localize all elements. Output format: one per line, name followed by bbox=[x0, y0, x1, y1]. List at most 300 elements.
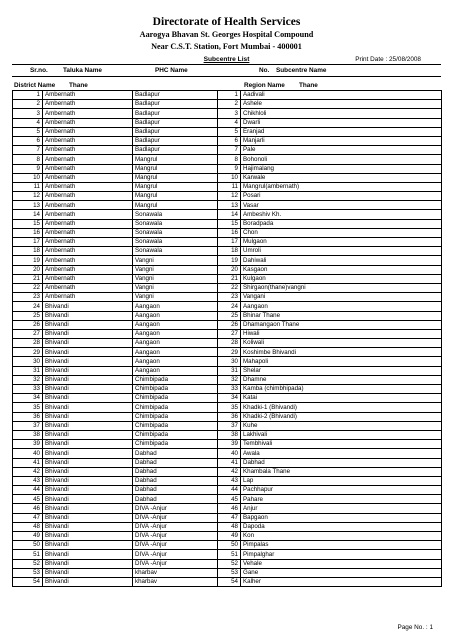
cell-no: 46 bbox=[218, 504, 241, 513]
table-row bbox=[13, 559, 442, 568]
col-head-phc: PHC Name bbox=[155, 67, 188, 74]
cell-no: 7 bbox=[218, 146, 241, 155]
cell-phc: Badlapur bbox=[133, 136, 218, 145]
address-line-1: Aarogya Bhavan St. Georges Hospital Compound bbox=[139, 30, 314, 39]
cell-taluka: Ambernath bbox=[43, 238, 133, 247]
cell-srno: 30 bbox=[13, 357, 43, 366]
table-row bbox=[13, 311, 442, 320]
cell-phc: Chimbipada bbox=[133, 412, 218, 421]
table-row bbox=[13, 495, 442, 504]
cell-taluka: Bhivandi bbox=[43, 568, 133, 577]
cell-subcentre: Khadki-1 (Bhivandi) bbox=[241, 403, 442, 412]
cell-phc: DIVA -Anjur bbox=[133, 504, 218, 513]
cell-subcentre: Dapoda bbox=[241, 522, 442, 531]
table-row bbox=[13, 210, 442, 219]
cell-subcentre: Manjarli bbox=[241, 136, 442, 145]
cell-srno: 45 bbox=[13, 495, 43, 504]
cell-phc: Mangrul bbox=[133, 173, 218, 182]
cell-subcentre: Bapgaon bbox=[241, 513, 442, 522]
cell-taluka: Bhivandi bbox=[43, 495, 133, 504]
cell-taluka: Ambernath bbox=[43, 136, 133, 145]
cell-taluka: Ambernath bbox=[43, 201, 133, 210]
cell-no: 18 bbox=[218, 247, 241, 256]
cell-no: 27 bbox=[218, 329, 241, 338]
cell-no: 47 bbox=[218, 513, 241, 522]
cell-srno: 43 bbox=[13, 476, 43, 485]
cell-taluka: Ambernath bbox=[43, 192, 133, 201]
cell-no: 11 bbox=[218, 182, 241, 191]
cell-phc: Aangaon bbox=[133, 366, 218, 375]
table-row bbox=[13, 164, 442, 173]
subcentre-table-body bbox=[13, 91, 442, 587]
cell-srno: 33 bbox=[13, 385, 43, 394]
table-row bbox=[13, 339, 442, 348]
cell-subcentre: Dabhad bbox=[241, 458, 442, 467]
cell-phc: Vangni bbox=[133, 265, 218, 274]
cell-taluka: Bhivandi bbox=[43, 504, 133, 513]
cell-phc: Aangaon bbox=[133, 357, 218, 366]
cell-taluka: Bhivandi bbox=[43, 449, 133, 458]
table-row bbox=[13, 136, 442, 145]
cell-subcentre: Lakhivali bbox=[241, 430, 442, 439]
cell-srno: 35 bbox=[13, 403, 43, 412]
cell-taluka: Ambernath bbox=[43, 283, 133, 292]
district-label: District Name bbox=[14, 82, 56, 89]
cell-phc: DIVA -Anjur bbox=[133, 513, 218, 522]
table-row bbox=[13, 100, 442, 109]
table-row bbox=[13, 375, 442, 384]
cell-taluka: Bhivandi bbox=[43, 329, 133, 338]
table-row bbox=[13, 283, 442, 292]
cell-srno: 36 bbox=[13, 412, 43, 421]
cell-phc: Dabhad bbox=[133, 495, 218, 504]
cell-no: 13 bbox=[218, 201, 241, 210]
table-row bbox=[13, 366, 442, 375]
cell-phc: DIVA -Anjur bbox=[133, 532, 218, 541]
cell-no: 16 bbox=[218, 228, 241, 237]
table-row bbox=[13, 265, 442, 274]
print-date-label: Print Date : bbox=[355, 56, 388, 63]
cell-srno: 6 bbox=[13, 136, 43, 145]
cell-no: 52 bbox=[218, 559, 241, 568]
cell-no: 43 bbox=[218, 476, 241, 485]
table-row bbox=[13, 467, 442, 476]
cell-taluka: Bhivandi bbox=[43, 559, 133, 568]
cell-srno: 32 bbox=[13, 375, 43, 384]
cell-subcentre: Ashele bbox=[241, 100, 442, 109]
cell-phc: Sonawala bbox=[133, 210, 218, 219]
cell-srno: 13 bbox=[13, 201, 43, 210]
cell-phc: Badlapur bbox=[133, 146, 218, 155]
cell-subcentre: Aangaon bbox=[241, 302, 442, 311]
cell-srno: 44 bbox=[13, 486, 43, 495]
table-row bbox=[13, 440, 442, 449]
print-date bbox=[355, 56, 421, 63]
cell-subcentre: Hiwali bbox=[241, 329, 442, 338]
cell-taluka: Bhivandi bbox=[43, 476, 133, 485]
cell-srno: 2 bbox=[13, 100, 43, 109]
cell-no: 45 bbox=[218, 495, 241, 504]
table-row bbox=[13, 522, 442, 531]
header-rule-bottom bbox=[12, 76, 441, 77]
table-row bbox=[13, 256, 442, 265]
cell-subcentre: Vangani bbox=[241, 293, 442, 302]
cell-no: 17 bbox=[218, 238, 241, 247]
cell-taluka: Ambernath bbox=[43, 127, 133, 136]
cell-no: 53 bbox=[218, 568, 241, 577]
cell-no: 28 bbox=[218, 339, 241, 348]
table-row bbox=[13, 238, 442, 247]
cell-taluka: Bhivandi bbox=[43, 440, 133, 449]
cell-taluka: Ambernath bbox=[43, 247, 133, 256]
table-row bbox=[13, 127, 442, 136]
cell-phc: Chimbipada bbox=[133, 385, 218, 394]
cell-subcentre: Ambeshiv Kh. bbox=[241, 210, 442, 219]
cell-phc: kharbav bbox=[133, 577, 218, 586]
cell-phc: Chimbipada bbox=[133, 421, 218, 430]
cell-no: 20 bbox=[218, 265, 241, 274]
cell-srno: 5 bbox=[13, 127, 43, 136]
table-row bbox=[13, 577, 442, 586]
cell-taluka: Ambernath bbox=[43, 91, 133, 100]
cell-srno: 21 bbox=[13, 274, 43, 283]
table-row bbox=[13, 182, 442, 191]
cell-subcentre: Karwale bbox=[241, 173, 442, 182]
cell-no: 24 bbox=[218, 302, 241, 311]
table-row bbox=[13, 247, 442, 256]
cell-subcentre: Pimpalas bbox=[241, 541, 442, 550]
cell-phc: Chimbipada bbox=[133, 394, 218, 403]
cell-taluka: Bhivandi bbox=[43, 357, 133, 366]
cell-srno: 4 bbox=[13, 118, 43, 127]
cell-srno: 8 bbox=[13, 155, 43, 164]
cell-subcentre: Vasar bbox=[241, 201, 442, 210]
cell-phc: Sonawala bbox=[133, 228, 218, 237]
table-row bbox=[13, 412, 442, 421]
cell-taluka: Bhivandi bbox=[43, 320, 133, 329]
cell-phc: Vangni bbox=[133, 293, 218, 302]
cell-taluka: Bhivandi bbox=[43, 403, 133, 412]
cell-taluka: Bhivandi bbox=[43, 467, 133, 476]
cell-srno: 48 bbox=[13, 522, 43, 531]
cell-subcentre: Katai bbox=[241, 394, 442, 403]
subcentre-table bbox=[12, 90, 442, 587]
table-row bbox=[13, 449, 442, 458]
cell-no: 34 bbox=[218, 394, 241, 403]
cell-no: 22 bbox=[218, 283, 241, 292]
table-row bbox=[13, 385, 442, 394]
cell-taluka: Bhivandi bbox=[43, 541, 133, 550]
table-row bbox=[13, 118, 442, 127]
cell-phc: Dabhad bbox=[133, 449, 218, 458]
cell-subcentre: Dahiwali bbox=[241, 256, 442, 265]
cell-srno: 28 bbox=[13, 339, 43, 348]
cell-srno: 41 bbox=[13, 458, 43, 467]
cell-phc: Mangrul bbox=[133, 182, 218, 191]
cell-srno: 29 bbox=[13, 348, 43, 357]
table-row bbox=[13, 550, 442, 559]
table-row bbox=[13, 458, 442, 467]
cell-subcentre: Awala bbox=[241, 449, 442, 458]
cell-no: 42 bbox=[218, 467, 241, 476]
cell-phc: Dabhad bbox=[133, 486, 218, 495]
cell-srno: 24 bbox=[13, 302, 43, 311]
organization-title: Directorate of Health Services bbox=[152, 16, 301, 28]
table-row bbox=[13, 293, 442, 302]
cell-subcentre: Kulgaon bbox=[241, 274, 442, 283]
cell-no: 2 bbox=[218, 100, 241, 109]
page-number bbox=[397, 624, 433, 631]
cell-subcentre: Kasgaon bbox=[241, 265, 442, 274]
cell-no: 39 bbox=[218, 440, 241, 449]
cell-no: 3 bbox=[218, 109, 241, 118]
cell-srno: 38 bbox=[13, 430, 43, 439]
cell-taluka: Bhivandi bbox=[43, 302, 133, 311]
table-row bbox=[13, 504, 442, 513]
cell-taluka: Ambernath bbox=[43, 146, 133, 155]
cell-taluka: Bhivandi bbox=[43, 430, 133, 439]
cell-taluka: Ambernath bbox=[43, 118, 133, 127]
cell-subcentre: Bohonoli bbox=[241, 155, 442, 164]
cell-srno: 10 bbox=[13, 173, 43, 182]
cell-taluka: Bhivandi bbox=[43, 339, 133, 348]
cell-subcentre: Shirgaon(thane)vangni bbox=[241, 283, 442, 292]
region-value: Thane bbox=[299, 82, 318, 89]
cell-no: 37 bbox=[218, 421, 241, 430]
cell-subcentre: Mangrul(ambernath) bbox=[241, 182, 442, 191]
cell-srno: 37 bbox=[13, 421, 43, 430]
cell-srno: 1 bbox=[13, 91, 43, 100]
cell-taluka: Bhivandi bbox=[43, 421, 133, 430]
cell-subcentre: Koshimbe Bhivandi bbox=[241, 348, 442, 357]
cell-no: 33 bbox=[218, 385, 241, 394]
cell-no: 8 bbox=[218, 155, 241, 164]
cell-phc: Chimbipada bbox=[133, 430, 218, 439]
cell-no: 29 bbox=[218, 348, 241, 357]
cell-srno: 27 bbox=[13, 329, 43, 338]
table-row bbox=[13, 146, 442, 155]
cell-phc: Aangaon bbox=[133, 348, 218, 357]
cell-srno: 46 bbox=[13, 504, 43, 513]
table-row bbox=[13, 155, 442, 164]
cell-phc: DIVA -Anjur bbox=[133, 522, 218, 531]
cell-srno: 15 bbox=[13, 219, 43, 228]
table-row bbox=[13, 274, 442, 283]
cell-no: 21 bbox=[218, 274, 241, 283]
table-row bbox=[13, 219, 442, 228]
cell-phc: Badlapur bbox=[133, 91, 218, 100]
table-row bbox=[13, 541, 442, 550]
cell-subcentre: Lap bbox=[241, 476, 442, 485]
cell-taluka: Bhivandi bbox=[43, 458, 133, 467]
cell-phc: Aangaon bbox=[133, 329, 218, 338]
cell-no: 14 bbox=[218, 210, 241, 219]
page-value: 1 bbox=[429, 624, 433, 631]
cell-subcentre: Gane bbox=[241, 568, 442, 577]
cell-taluka: Bhivandi bbox=[43, 513, 133, 522]
cell-taluka: Bhivandi bbox=[43, 577, 133, 586]
cell-subcentre: Koliwali bbox=[241, 339, 442, 348]
cell-phc: Mangrul bbox=[133, 192, 218, 201]
col-head-taluka: Taluka Name bbox=[63, 67, 102, 74]
cell-subcentre: Eranjad bbox=[241, 127, 442, 136]
cell-subcentre: Pahare bbox=[241, 495, 442, 504]
cell-phc: Sonawala bbox=[133, 238, 218, 247]
cell-no: 49 bbox=[218, 532, 241, 541]
table-row bbox=[13, 302, 442, 311]
cell-srno: 54 bbox=[13, 577, 43, 586]
cell-phc: Aangaon bbox=[133, 320, 218, 329]
cell-srno: 42 bbox=[13, 467, 43, 476]
cell-taluka: Bhivandi bbox=[43, 366, 133, 375]
cell-subcentre: Mulgaon bbox=[241, 238, 442, 247]
table-row bbox=[13, 91, 442, 100]
cell-subcentre: Aadivali bbox=[241, 91, 442, 100]
cell-subcentre: Kamba (chimbhipada) bbox=[241, 385, 442, 394]
cell-taluka: Bhivandi bbox=[43, 348, 133, 357]
cell-no: 32 bbox=[218, 375, 241, 384]
cell-no: 10 bbox=[218, 173, 241, 182]
header-rule-top bbox=[12, 64, 441, 65]
cell-no: 19 bbox=[218, 256, 241, 265]
cell-phc: Mangrul bbox=[133, 155, 218, 164]
cell-no: 35 bbox=[218, 403, 241, 412]
cell-srno: 26 bbox=[13, 320, 43, 329]
cell-phc: Mangrul bbox=[133, 201, 218, 210]
cell-srno: 11 bbox=[13, 182, 43, 191]
cell-taluka: Ambernath bbox=[43, 155, 133, 164]
cell-phc: Badlapur bbox=[133, 109, 218, 118]
cell-taluka: Bhivandi bbox=[43, 486, 133, 495]
cell-taluka: Ambernath bbox=[43, 274, 133, 283]
cell-taluka: Bhivandi bbox=[43, 394, 133, 403]
cell-srno: 3 bbox=[13, 109, 43, 118]
cell-no: 6 bbox=[218, 136, 241, 145]
cell-phc: Vangni bbox=[133, 283, 218, 292]
cell-no: 25 bbox=[218, 311, 241, 320]
cell-subcentre: Pimpalghar bbox=[241, 550, 442, 559]
cell-phc: Vangni bbox=[133, 274, 218, 283]
cell-srno: 52 bbox=[13, 559, 43, 568]
address-line-2: Near C.S.T. Station, Fort Mumbai - 400001 bbox=[151, 42, 302, 51]
table-row bbox=[13, 173, 442, 182]
cell-subcentre: Pachhapur bbox=[241, 486, 442, 495]
cell-subcentre: Dhamne bbox=[241, 375, 442, 384]
cell-taluka: Bhivandi bbox=[43, 532, 133, 541]
cell-no: 48 bbox=[218, 522, 241, 531]
cell-no: 30 bbox=[218, 357, 241, 366]
cell-phc: Dabhad bbox=[133, 467, 218, 476]
table-row bbox=[13, 201, 442, 210]
table-row bbox=[13, 568, 442, 577]
cell-phc: DIVA -Anjur bbox=[133, 550, 218, 559]
cell-phc: Dabhad bbox=[133, 458, 218, 467]
cell-phc: DIVA -Anjur bbox=[133, 541, 218, 550]
cell-srno: 16 bbox=[13, 228, 43, 237]
cell-phc: Sonawala bbox=[133, 247, 218, 256]
cell-phc: Aangaon bbox=[133, 302, 218, 311]
cell-no: 41 bbox=[218, 458, 241, 467]
cell-no: 40 bbox=[218, 449, 241, 458]
cell-phc: Aangaon bbox=[133, 339, 218, 348]
page-label: Page No. : bbox=[397, 624, 428, 631]
cell-subcentre: Posari bbox=[241, 192, 442, 201]
cell-subcentre: Khadki-2 (Bhivandi) bbox=[241, 412, 442, 421]
table-row bbox=[13, 394, 442, 403]
cell-subcentre: Chon bbox=[241, 228, 442, 237]
cell-subcentre: Kalher bbox=[241, 577, 442, 586]
cell-phc: Chimbipada bbox=[133, 440, 218, 449]
cell-subcentre: Shelar bbox=[241, 366, 442, 375]
cell-phc: Vangni bbox=[133, 256, 218, 265]
cell-no: 31 bbox=[218, 366, 241, 375]
cell-taluka: Bhivandi bbox=[43, 522, 133, 531]
cell-no: 54 bbox=[218, 577, 241, 586]
cell-srno: 19 bbox=[13, 256, 43, 265]
cell-srno: 14 bbox=[13, 210, 43, 219]
cell-subcentre: Khambala Thane bbox=[241, 467, 442, 476]
table-row bbox=[13, 109, 442, 118]
cell-subcentre: Pale bbox=[241, 146, 442, 155]
print-date-value: 25/08/2008 bbox=[389, 56, 421, 63]
report-name: Subcentre List bbox=[203, 56, 250, 63]
cell-no: 1 bbox=[218, 91, 241, 100]
cell-subcentre: Dwarli bbox=[241, 118, 442, 127]
cell-phc: Chimbipada bbox=[133, 375, 218, 384]
cell-srno: 7 bbox=[13, 146, 43, 155]
cell-srno: 17 bbox=[13, 238, 43, 247]
cell-taluka: Bhivandi bbox=[43, 412, 133, 421]
cell-subcentre: Tembhivali bbox=[241, 440, 442, 449]
cell-srno: 50 bbox=[13, 541, 43, 550]
cell-srno: 9 bbox=[13, 164, 43, 173]
cell-phc: Sonawala bbox=[133, 219, 218, 228]
cell-srno: 31 bbox=[13, 366, 43, 375]
cell-srno: 40 bbox=[13, 449, 43, 458]
table-row bbox=[13, 513, 442, 522]
cell-no: 36 bbox=[218, 412, 241, 421]
cell-subcentre: Kon bbox=[241, 532, 442, 541]
cell-phc: DIVA -Anjur bbox=[133, 559, 218, 568]
cell-taluka: Ambernath bbox=[43, 173, 133, 182]
cell-taluka: Ambernath bbox=[43, 164, 133, 173]
cell-taluka: Ambernath bbox=[43, 293, 133, 302]
cell-no: 9 bbox=[218, 164, 241, 173]
cell-subcentre: Dhamangaon Thane bbox=[241, 320, 442, 329]
cell-taluka: Ambernath bbox=[43, 182, 133, 191]
cell-taluka: Ambernath bbox=[43, 210, 133, 219]
table-row bbox=[13, 403, 442, 412]
table-row bbox=[13, 476, 442, 485]
cell-srno: 25 bbox=[13, 311, 43, 320]
cell-taluka: Bhivandi bbox=[43, 550, 133, 559]
cell-subcentre: Umroli bbox=[241, 247, 442, 256]
district-value: Thane bbox=[69, 82, 88, 89]
cell-phc: Aangaon bbox=[133, 311, 218, 320]
table-row bbox=[13, 348, 442, 357]
cell-no: 44 bbox=[218, 486, 241, 495]
cell-subcentre: Hajimalang bbox=[241, 164, 442, 173]
cell-srno: 47 bbox=[13, 513, 43, 522]
table-row bbox=[13, 329, 442, 338]
col-head-subcentre: Subcentre Name bbox=[276, 67, 327, 74]
cell-srno: 53 bbox=[13, 568, 43, 577]
cell-taluka: Ambernath bbox=[43, 265, 133, 274]
col-head-srno: Sr.no. bbox=[30, 67, 48, 74]
table-row bbox=[13, 357, 442, 366]
cell-subcentre: Boradpada bbox=[241, 219, 442, 228]
cell-srno: 20 bbox=[13, 265, 43, 274]
